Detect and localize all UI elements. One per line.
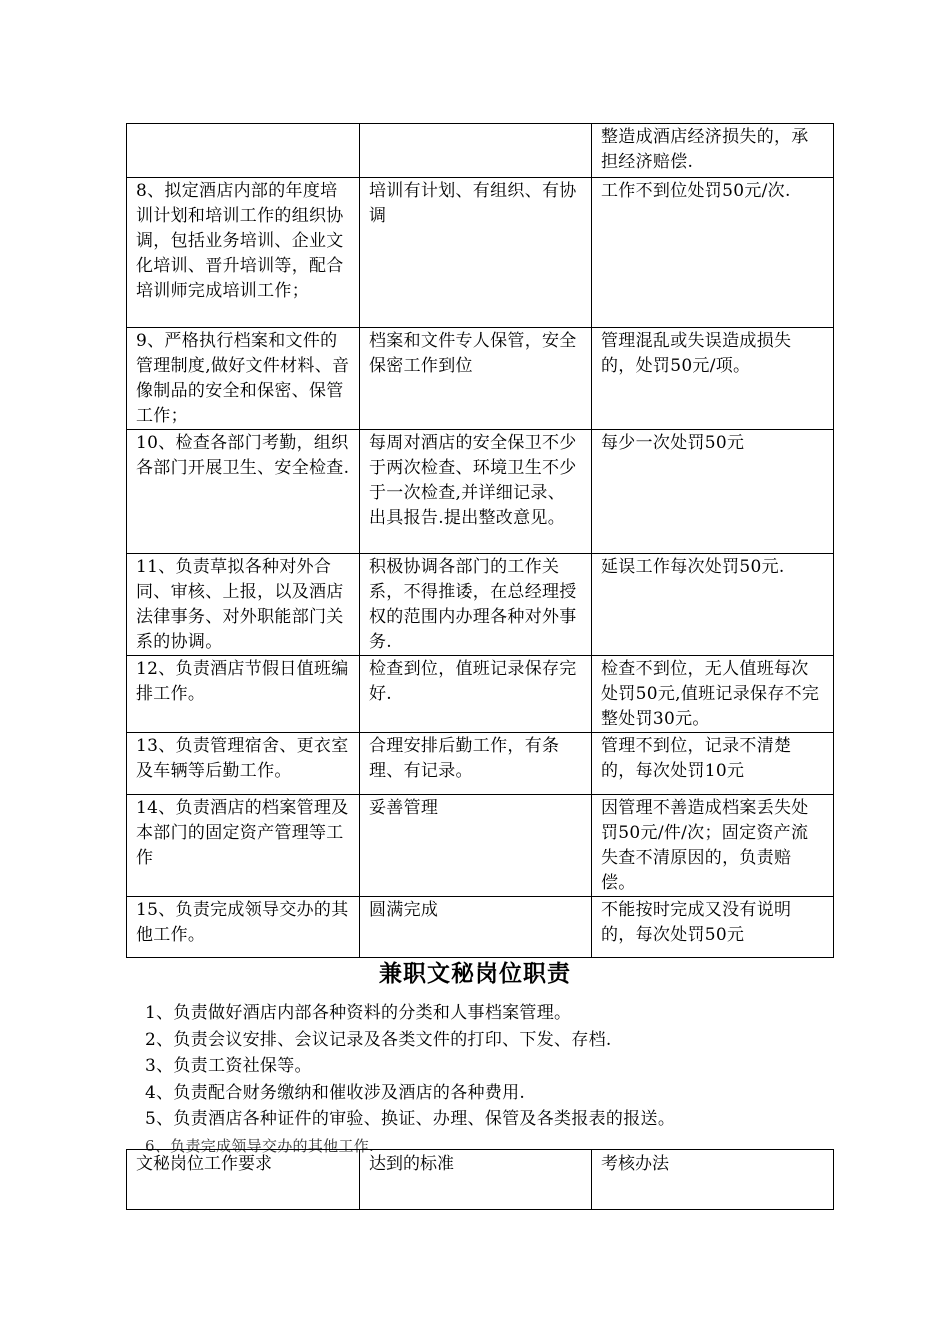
header-cell-assessment: 考核办法 [592,1150,834,1210]
standard-cell: 合理安排后勤工作，有条理、有记录。 [360,733,592,795]
duty-cell: 12、负责酒店节假日值班编排工作。 [127,656,360,733]
table-row [127,178,834,328]
standard-cell: 每周对酒店的安全保卫不少于两次检查、环境卫生不少于一次检查,并详细记录、出具报告.提出整改意见。 [360,430,592,554]
duty-cell: 10、检查各部门考勤，组织各部门开展卫生、安全检查. [127,430,360,554]
list-item: 3、负责工资社保等。 [145,1056,312,1076]
standard-cell [360,124,592,178]
duty-cell: 15、负责完成领导交办的其他工作。 [127,897,360,958]
table-row [127,124,834,178]
assessment-cell: 整造成酒店经济损失的，承担经济赔偿. [592,124,834,178]
assessment-cell: 管理混乱或失误造成损失的，处罚50元/项。 [592,328,834,430]
table-row [127,554,834,656]
table-row [127,328,834,430]
header-cell-requirements: 文秘岗位工作要求 [127,1150,360,1210]
list-item: 6、负责完成领导交办的其他工作. [145,1136,375,1155]
assessment-cell: 不能按时完成又没有说明的，每次处罚50元 [592,897,834,958]
assessment-cell: 每少一次处罚50元 [592,430,834,554]
standard-cell: 培训有计划、有组织、有协调 [360,178,592,328]
standard-cell: 圆满完成 [360,897,592,958]
table-row [127,897,834,958]
duty-cell: 14、负责酒店的档案管理及本部门的固定资产管理等工作 [127,795,360,897]
duty-cell: 11、负责草拟各种对外合同、审核、上报，以及酒店法律事务、对外职能部门关系的协调。 [127,554,360,656]
assessment-cell: 管理不到位，记录不清楚的，每次处罚10元 [592,733,834,795]
section-title: 兼职文秘岗位职责 [379,960,571,987]
duty-cell [127,124,360,178]
secretary-table [126,1149,834,1210]
table-row [127,656,834,733]
list-item: 1、负责做好酒店内部各种资料的分类和人事档案管理。 [145,1003,572,1023]
assessment-cell: 延误工作每次处罚50元. [592,554,834,656]
standard-cell: 检查到位，值班记录保存完好. [360,656,592,733]
table-row [127,430,834,554]
duty-cell: 8、拟定酒店内部的年度培训计划和培训工作的组织协调，包括业务培训、企业文化培训、晋升培训等，配合培训师完成培训工作； [127,178,360,328]
assessment-cell: 因管理不善造成档案丢失处罚50元/件/次；固定资产流失查不清原因的，负责赔偿。 [592,795,834,897]
secretary-duties-list [145,1000,675,1159]
list-item: 4、负责配合财务缴纳和催收涉及酒店的各种费用. [145,1082,526,1103]
list-item: 2、负责会议安排、会议记录及各类文件的打印、下发、存档. [145,1029,612,1050]
table-row [127,733,834,795]
duty-assessment-table [126,123,834,958]
table-header-row [127,1150,834,1210]
duty-cell: 9、严格执行档案和文件的管理制度,做好文件材料、音像制品的安全和保密、保管工作； [127,328,360,430]
list-item: 5、负责酒店各种证件的审验、换证、办理、保管及各类报表的报送。 [145,1109,676,1129]
assessment-cell: 检查不到位，无人值班每次处罚50元,值班记录保存不完整处罚30元。 [592,656,834,733]
standard-cell: 妥善管理 [360,795,592,897]
standard-cell: 档案和文件专人保管，安全保密工作到位 [360,328,592,430]
table-row [127,795,834,897]
duty-cell: 13、负责管理宿舍、更衣室及车辆等后勤工作。 [127,733,360,795]
header-cell-standard: 达到的标准 [360,1150,592,1210]
standard-cell: 积极协调各部门的工作关系，不得推诿，在总经理授权的范围内办理各种对外事务. [360,554,592,656]
assessment-cell: 工作不到位处罚50元/次. [592,178,834,328]
